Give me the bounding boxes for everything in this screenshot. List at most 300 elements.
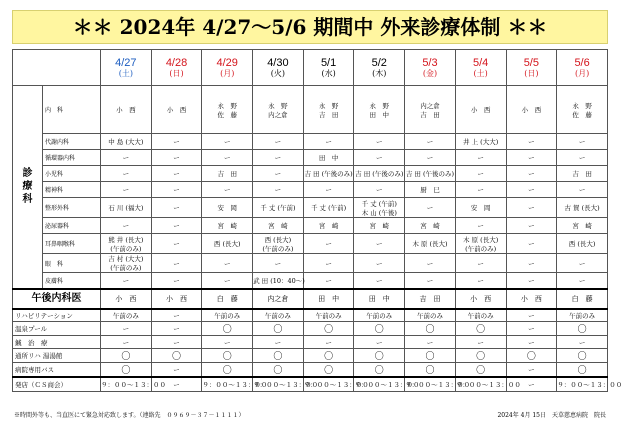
service-cell: 〇 <box>303 349 354 363</box>
weekday-label: (日) <box>169 68 184 78</box>
schedule-cell <box>506 166 557 182</box>
date-label: 5/6 <box>574 56 590 69</box>
cell-line: 吉 田 (午後のみ) <box>304 170 353 178</box>
cell-line: 宮 崎 <box>217 222 237 230</box>
schedule-cell <box>202 150 253 166</box>
schedule-cell <box>405 166 456 182</box>
cell-line: ー <box>223 138 231 146</box>
schedule-cell <box>202 218 253 234</box>
service-cell: ー <box>506 309 557 322</box>
cell-line: 小 西 <box>470 106 491 114</box>
cell-line: ー <box>426 259 434 268</box>
cell-line: 佐 藤 <box>217 110 237 119</box>
department-name: 耳鼻咽喉科 <box>43 234 101 254</box>
footer-signature: 2024年 4月 15日 天草慈恵病院 院長 <box>497 412 606 419</box>
fare-cell: ９：００～１３：００ <box>455 377 506 391</box>
service-cell: ー <box>506 336 557 349</box>
schedule-cell <box>253 150 304 166</box>
afternoon-cell: 白 藤 <box>202 289 253 309</box>
cell-line: ー <box>173 154 180 162</box>
cell-line: 安 岡 <box>470 204 491 212</box>
cell-line: ー <box>528 276 535 285</box>
cell-line: ー <box>528 186 535 194</box>
schedule-cell <box>354 273 405 289</box>
schedule-cell <box>101 218 152 234</box>
cell-line: 永 野 <box>572 101 592 110</box>
service-cell: 〇 <box>455 363 506 378</box>
day-header <box>303 50 354 86</box>
cell-line: 宮 崎 <box>369 222 390 230</box>
schedule-cell <box>557 86 608 134</box>
schedule-cell <box>101 273 152 289</box>
afternoon-cell: 小 西 <box>101 289 152 309</box>
afternoon-cell: 吉 田 <box>405 289 456 309</box>
afternoon-cell: 小 西 <box>151 289 202 309</box>
service-name: 病院専用バス <box>13 363 101 378</box>
date-label: 5/3 <box>422 56 438 69</box>
cell-line: ー <box>122 186 130 194</box>
fare-name: 発店（ＣＳ商会） <box>13 377 101 391</box>
day-header <box>202 50 253 86</box>
schedule-cell <box>253 134 304 150</box>
schedule-cell <box>455 134 506 150</box>
schedule-cell <box>506 134 557 150</box>
department-name: 内 科 <box>43 86 101 134</box>
service-cell: ー <box>101 336 152 349</box>
cell-line: (午前のみ) <box>110 264 142 272</box>
afternoon-label: 午後内科医 <box>13 289 101 309</box>
cell-line: ー <box>122 222 130 230</box>
service-cell: ー <box>151 322 202 336</box>
service-cell: 午前のみ <box>202 309 253 322</box>
schedule-cell <box>455 166 506 182</box>
cell-line: 吉 田 <box>572 170 592 178</box>
cell-line: 宮 崎 <box>268 222 288 230</box>
cell-line: 千 丈 (午前) <box>310 204 347 212</box>
schedule-cell <box>557 254 608 273</box>
date-label: 4/28 <box>165 56 188 69</box>
schedule-cell <box>506 273 557 289</box>
department-name: 皮膚科 <box>43 273 101 289</box>
cell-line: 熊 井 (長大) <box>108 235 144 244</box>
cell-line: 宮 崎 <box>572 222 592 230</box>
cell-line: ー <box>528 222 535 230</box>
cell-line: ー <box>528 240 535 248</box>
cell-line: ー <box>274 259 282 268</box>
cell-line: 千 丈 (午前) <box>260 204 296 212</box>
schedule-cell <box>455 150 506 166</box>
service-cell: 午前のみ <box>354 309 405 322</box>
schedule-cell <box>506 182 557 198</box>
fare-cell: ー <box>151 377 202 391</box>
date-label: 4/27 <box>115 56 137 69</box>
weekday-label: (木) <box>372 68 387 78</box>
cell-line: ー <box>578 186 586 194</box>
cell-line: ー <box>477 276 484 285</box>
afternoon-cell: 内之倉 <box>253 289 304 309</box>
service-cell: 〇 <box>202 363 253 378</box>
cell-line: 宮 崎 <box>318 222 339 230</box>
schedule-cell <box>202 254 253 273</box>
department-name: 眼 科 <box>43 254 101 273</box>
cell-line: ー <box>477 170 484 178</box>
service-cell: 〇 <box>253 322 304 336</box>
cell-line: ー <box>376 240 383 248</box>
cell-line: (午前のみ) <box>262 244 294 253</box>
service-cell: ー <box>253 336 304 349</box>
cell-line: ー <box>578 259 586 268</box>
day-header <box>557 50 608 86</box>
schedule-cell <box>253 182 304 198</box>
service-cell: 〇 <box>354 363 405 378</box>
cell-line: 井 上 (大大) <box>463 138 499 146</box>
schedule-cell <box>354 254 405 273</box>
service-cell: 〇 <box>506 349 557 363</box>
cell-line: ー <box>528 138 535 146</box>
cell-line: ー <box>578 276 586 285</box>
cell-line: ー <box>122 154 130 162</box>
schedule-cell <box>303 234 354 254</box>
schedule-cell <box>151 134 202 150</box>
header-blank <box>13 50 101 86</box>
cell-line: (午前のみ) <box>465 244 497 253</box>
schedule-cell <box>455 234 506 254</box>
schedule-cell <box>151 273 202 289</box>
cell-line: ー <box>376 259 383 268</box>
service-cell: 〇 <box>202 322 253 336</box>
schedule-cell <box>455 218 506 234</box>
service-cell: ー <box>455 336 506 349</box>
cell-line: 木 原 (長大) <box>412 240 448 248</box>
department-name: 整形外科 <box>43 198 101 218</box>
schedule-cell <box>303 218 354 234</box>
schedule-cell <box>151 86 202 134</box>
service-cell: ー <box>354 336 405 349</box>
day-header <box>455 50 506 86</box>
schedule-cell <box>506 234 557 254</box>
service-cell: ー <box>151 363 202 378</box>
cell-line: 佐 藤 <box>572 110 592 119</box>
schedule-cell <box>151 254 202 273</box>
cell-line: ー <box>477 186 484 194</box>
cell-line: 吉 村 (大大) <box>108 255 144 263</box>
cell-line: 吉 田 (午後のみ) <box>405 170 455 178</box>
schedule-cell <box>202 134 253 150</box>
schedule-cell <box>303 150 354 166</box>
service-cell: ー <box>506 322 557 336</box>
cell-line: ー <box>578 154 586 162</box>
footer-note: ※時間外等も、当直医にて緊急対応致します。（連絡先 ０９６９－３７－１１１１） <box>14 412 245 419</box>
weekday-label: (土) <box>118 68 133 78</box>
cell-line: ー <box>325 276 332 285</box>
cell-line: 千 丈 (午前) <box>361 199 397 208</box>
schedule-cell <box>253 218 304 234</box>
schedule-cell <box>101 234 152 254</box>
cell-line: 内之倉 <box>420 101 440 110</box>
date-label: 4/30 <box>267 56 289 69</box>
schedule-cell <box>405 182 456 198</box>
cell-line: ー <box>173 170 180 178</box>
cell-line: 宮 崎 <box>420 222 440 230</box>
day-header <box>151 50 202 86</box>
service-cell: ー <box>151 309 202 322</box>
service-name: 温泉プール <box>13 322 101 336</box>
schedule-cell <box>354 166 405 182</box>
schedule-cell <box>506 218 557 234</box>
weekday-label: (火) <box>270 68 286 78</box>
schedule-cell <box>455 254 506 273</box>
day-header <box>506 50 557 86</box>
cell-line: ー <box>173 259 180 268</box>
cell-line: ー <box>528 259 535 268</box>
cell-line: 武 田 (10：40～) <box>253 276 305 285</box>
date-label: 5/2 <box>371 56 387 69</box>
cell-line: ー <box>223 154 231 162</box>
fare-cell: ９：００～１３：００ <box>101 377 152 391</box>
schedule-cell <box>101 198 152 218</box>
service-cell: 午前のみ <box>303 309 354 322</box>
day-header <box>354 50 405 86</box>
cell-line: ー <box>426 204 434 212</box>
service-cell: 午前のみ <box>405 309 456 322</box>
schedule-cell <box>303 134 354 150</box>
service-cell: 午前のみ <box>101 309 152 322</box>
day-header <box>101 50 152 86</box>
date-label: 5/5 <box>523 56 539 69</box>
section-label <box>13 86 43 289</box>
schedule-cell <box>405 150 456 166</box>
schedule-cell <box>557 198 608 218</box>
fare-cell: ９：００～１３：００ <box>303 377 354 391</box>
cell-line: ー <box>528 170 535 178</box>
schedule-cell <box>101 134 152 150</box>
schedule-cell <box>354 198 405 218</box>
schedule-cell <box>405 134 456 150</box>
cell-line: 石 川 (福大) <box>108 204 144 212</box>
cell-line: 中 島 (大大) <box>108 138 144 146</box>
schedule-cell <box>557 218 608 234</box>
afternoon-cell: 白 藤 <box>557 289 608 309</box>
department-name: 精神科 <box>43 182 101 198</box>
service-cell: 〇 <box>101 363 152 378</box>
cell-line: 小 西 <box>116 106 136 114</box>
schedule-cell <box>405 273 456 289</box>
afternoon-cell: 田 中 <box>303 289 354 309</box>
schedule-cell <box>557 273 608 289</box>
service-cell: ー <box>101 322 152 336</box>
cell-line: ー <box>223 186 231 194</box>
cell-line: ー <box>528 154 535 162</box>
cell-line: 木 原 (長大) <box>463 235 499 244</box>
schedule-cell <box>253 166 304 182</box>
cell-line: ー <box>122 276 130 285</box>
schedule-cell <box>151 218 202 234</box>
service-cell: 〇 <box>253 349 304 363</box>
schedule-cell <box>455 86 506 134</box>
cell-line: ー <box>376 154 383 162</box>
service-cell: 〇 <box>354 322 405 336</box>
service-cell: 〇 <box>303 322 354 336</box>
cell-line: ー <box>325 259 332 268</box>
service-cell: ー <box>202 336 253 349</box>
weekday-label: (金) <box>422 68 438 78</box>
cell-line: ー <box>376 138 383 146</box>
schedule-cell <box>405 218 456 234</box>
cell-line: ー <box>274 170 282 178</box>
cell-line: ー <box>173 276 180 285</box>
fare-cell: ９：００～１３：００ <box>354 377 405 391</box>
date-label: 5/4 <box>473 56 489 69</box>
department-name: 代謝内科 <box>43 134 101 150</box>
schedule-cell <box>303 166 354 182</box>
department-name: 泌尿器科 <box>43 218 101 234</box>
fare-cell: ９：００～１３：００ <box>202 377 253 391</box>
schedule-cell <box>506 254 557 273</box>
schedule-cell <box>405 86 456 134</box>
cell-line: 西 (長大) <box>568 240 596 248</box>
service-cell: 〇 <box>455 322 506 336</box>
service-cell: ー <box>506 363 557 378</box>
schedule-cell <box>354 86 405 134</box>
schedule-cell <box>202 234 253 254</box>
date-label: 4/29 <box>216 56 238 69</box>
service-cell: 〇 <box>202 349 253 363</box>
cell-line: ー <box>325 138 332 146</box>
schedule-cell <box>455 182 506 198</box>
weekday-label: (土) <box>473 68 488 78</box>
service-cell: 〇 <box>354 349 405 363</box>
cell-line: ー <box>426 154 434 162</box>
fare-cell: ９：００～１３：００ <box>557 377 608 391</box>
schedule-cell <box>557 150 608 166</box>
schedule-cell <box>354 150 405 166</box>
service-cell: 〇 <box>405 363 456 378</box>
schedule-cell <box>202 273 253 289</box>
schedule-cell <box>253 254 304 273</box>
cell-line: ー <box>223 259 231 268</box>
service-cell: ー <box>405 336 456 349</box>
afternoon-cell: 小 西 <box>506 289 557 309</box>
cell-line: ー <box>426 138 434 146</box>
schedule-cell <box>354 134 405 150</box>
cell-line: ー <box>173 186 180 194</box>
service-cell: 午前のみ <box>455 309 506 322</box>
service-cell: ー <box>557 336 608 349</box>
afternoon-cell: 小 西 <box>455 289 506 309</box>
service-cell: 〇 <box>151 349 202 363</box>
schedule-cell <box>303 273 354 289</box>
service-cell: ー <box>151 336 202 349</box>
schedule-cell <box>354 234 405 254</box>
service-cell: 〇 <box>557 349 608 363</box>
cell-line: ー <box>274 138 282 146</box>
cell-line: 永 野 <box>318 101 339 110</box>
schedule-cell <box>253 86 304 134</box>
schedule-cell <box>101 254 152 273</box>
cell-line: (午前のみ) <box>110 244 142 253</box>
cell-line: ー <box>223 276 231 285</box>
fare-cell: ９：００～１３：００ <box>405 377 456 391</box>
day-header <box>405 50 456 86</box>
schedule-cell <box>506 150 557 166</box>
department-name: 循環器内科 <box>43 150 101 166</box>
weekday-label: (水) <box>321 68 336 78</box>
service-cell: 〇 <box>405 349 456 363</box>
schedule-cell <box>303 198 354 218</box>
schedule-cell <box>303 86 354 134</box>
cell-line: ー <box>477 222 484 230</box>
schedule-cell <box>101 182 152 198</box>
cell-line: 内之倉 <box>268 110 288 119</box>
service-cell: 午前のみ <box>253 309 304 322</box>
schedule-cell <box>151 166 202 182</box>
schedule-cell <box>557 182 608 198</box>
day-header <box>253 50 304 86</box>
section-label-text: 診療科 <box>22 168 33 206</box>
service-cell: 〇 <box>557 322 608 336</box>
cell-line: ー <box>173 138 180 146</box>
cell-line: 永 野 <box>369 101 390 110</box>
schedule-cell <box>253 198 304 218</box>
schedule-cell <box>202 182 253 198</box>
service-name: リハビリテーション <box>13 309 101 322</box>
schedule-cell <box>202 86 253 134</box>
schedule-cell <box>151 182 202 198</box>
schedule-cell <box>557 166 608 182</box>
cell-line: ー <box>173 222 180 230</box>
cell-line: 古 賀 (長大) <box>564 204 600 212</box>
service-cell: 〇 <box>557 363 608 378</box>
schedule-cell <box>405 234 456 254</box>
schedule-table <box>12 49 622 392</box>
afternoon-cell: 田 中 <box>354 289 405 309</box>
cell-line: ー <box>426 276 434 285</box>
service-cell: ー <box>303 336 354 349</box>
cell-line: ー <box>122 170 130 178</box>
service-cell: 〇 <box>101 349 152 363</box>
schedule-cell <box>506 198 557 218</box>
cell-line: 木 山 (午後) <box>361 208 397 217</box>
service-cell: 〇 <box>405 322 456 336</box>
cell-line: ー <box>477 259 484 268</box>
schedule-cell <box>405 198 456 218</box>
cell-line: ー <box>274 186 282 194</box>
cell-line: ー <box>477 154 484 162</box>
schedule-cell <box>506 86 557 134</box>
cell-line: 田 中 <box>369 110 390 119</box>
cell-line: 吉 田 <box>217 170 237 178</box>
cell-line: ー <box>173 204 180 212</box>
schedule-cell <box>101 86 152 134</box>
cell-line: 小 西 <box>521 106 542 114</box>
cell-line: 吉 田 <box>318 110 339 119</box>
schedule-cell <box>354 218 405 234</box>
service-cell: 午前のみ <box>557 309 608 322</box>
cell-line: 永 野 <box>268 101 288 110</box>
schedule-cell <box>557 234 608 254</box>
cell-line: 厨 巳 <box>420 186 440 194</box>
cell-line: 安 岡 <box>217 204 237 212</box>
schedule-cell <box>455 198 506 218</box>
cell-line: ー <box>274 154 282 162</box>
schedule-cell <box>557 134 608 150</box>
cell-line: 永 野 <box>217 101 237 110</box>
service-cell: 〇 <box>303 363 354 378</box>
cell-line: ー <box>376 186 383 194</box>
service-cell: 〇 <box>253 363 304 378</box>
cell-line: 田 中 <box>318 154 339 162</box>
schedule-cell <box>354 182 405 198</box>
